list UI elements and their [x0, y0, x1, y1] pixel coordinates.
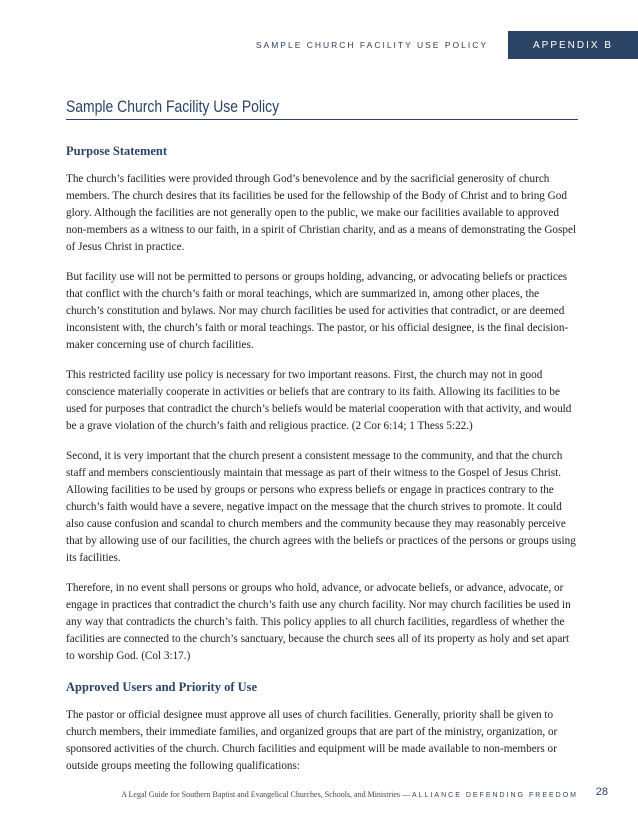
appendix-tab: APPENDIX B — [508, 31, 638, 59]
paragraph: The church’s facilities were provided through God’s benevolence and by the sacrificial generosity of church members. The church desires that its facilities be used for the fellowship of the Body of Christ and to bring God glory. Although the facilities are not generally open to the public, we make our facilities available to approved non-members as a witness to our faith, in a spirit of Christian charity, and as a means of demonstrating the Gospel of Jesus Christ in practice. — [66, 173, 577, 253]
running-header: SAMPLE CHURCH FACILITY USE POLICY — [255, 40, 488, 50]
footer-organization: ALLIANCE DEFENDING FREEDOM — [412, 792, 578, 799]
paragraph: This restricted facility use policy is necessary for two important reasons. First, the church may not in good conscience materially cooperate in activities or beliefs that are contrary to its faith. Allowing its facilities to be used for purposes that contradict the church’s beliefs would be material cooperation with that activity, and would be a grave violation of the church’s faith and religious practice. (2 Cor 6:14; 1 Thess 5:22.) — [66, 369, 572, 432]
footer — [121, 790, 578, 799]
title-divider — [66, 119, 578, 120]
paragraph: Therefore, in no event shall persons or groups who hold, advance, or advocate beliefs, or advance, advocate, or engage in practices that contradict the church’s faith use any church facility. Nor may church facilities be used in any way that contradicts the church’s faith. This policy applies to all church facilities, regardless of whether the facilities are connected to the church’s sanctuary, because the church sees all of its property as holy and set apart to worship God. (Col 3:17.) — [66, 582, 571, 662]
paragraph: The pastor or official designee must approve all uses of church facilities. Generally, priority shall be given to church members, their immediate families, and organized groups that are part of the ministry, organization, or sponsored activities of the church. Church facilities and equipment will be made available to non-members or outside groups meeting the following qualifications: — [66, 709, 558, 772]
footer-guide-title: A Legal Guide for Southern Baptist and Evangelical Churches, Schools, and Ministries — — [121, 790, 411, 799]
section-heading-purpose: Purpose Statement — [66, 144, 168, 158]
paragraph: Second, it is very important that the church present a consistent message to the community, and that the church staff and members conscientiously maintain that message as part of their witness to the Gospel of Jesus Christ. Allowing facilities to be used by groups or persons who express beliefs or engage in practices contrary to the church’s faith would have a severe, negative impact on the message that the church strives to promote. It could also cause confusion and scandal to church members and the community because they may reasonably perceive that by allowing use of our facilities, the church agrees with the beliefs or practices of the persons or groups using its facilities. — [66, 450, 576, 564]
page-title: Sample Church Facility Use Policy — [66, 97, 280, 116]
section-heading-approved-users: Approved Users and Priority of Use — [66, 680, 258, 694]
paragraph: But facility use will not be permitted to persons or groups holding, advancing, or advocating beliefs or practices that conflict with the church’s faith or moral teachings, which are summarized in, among other places, the church’s constitution and bylaws. Nor may church facilities be used for activities that contradict, or are deemed inconsistent with, the church’s faith or moral teachings. The pastor, or his official designee, is the final decision-maker concerning use of church facilities. — [66, 271, 569, 351]
document-body — [66, 142, 578, 788]
page-number: 28 — [595, 786, 608, 798]
